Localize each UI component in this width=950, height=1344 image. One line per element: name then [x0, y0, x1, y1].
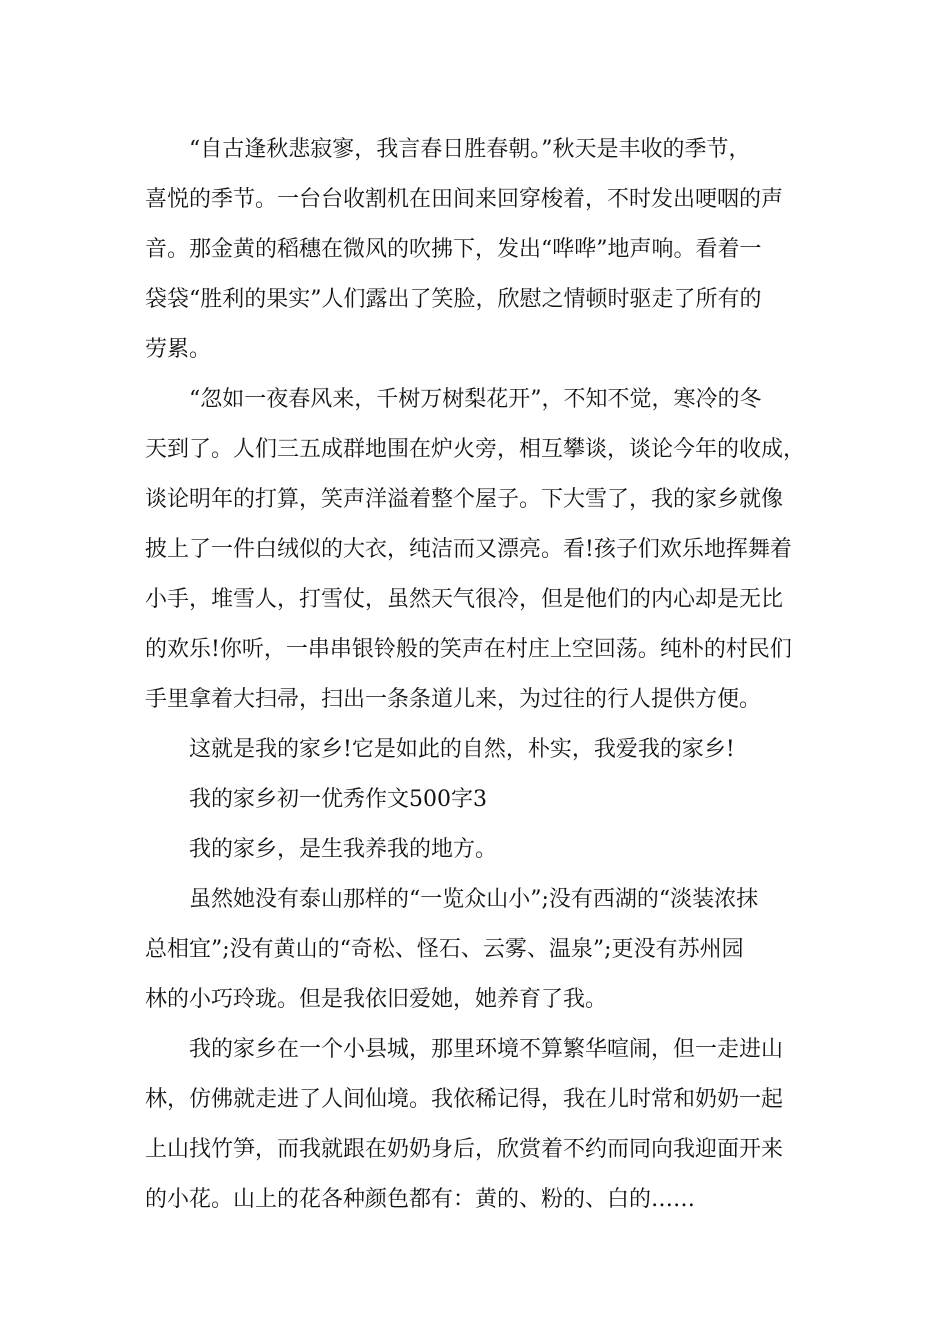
text-line: 的欢乐!你听，一串串银铃般的笑声在村庄上空回荡。纯朴的村民们 — [145, 637, 792, 662]
text-line: 我的家乡，是生我养我的地方。 — [145, 837, 498, 862]
text-line: 总相宜”;没有黄山的“奇松、怪石、云雾、温泉”;更没有苏州园 — [145, 937, 744, 962]
text-line: 上山找竹笋，而我就跟在奶奶身后，欣赏着不约而同向我迎面开来 — [145, 1137, 784, 1162]
text-line: 谈论明年的打算，笑声洋溢着整个屋子。下大雪了，我的家乡就像 — [145, 487, 784, 512]
text-line: 林的小巧玲珑。但是我依旧爱她，她养育了我。 — [145, 987, 608, 1012]
text-line: 手里拿着大扫帚，扫出一条条道儿来，为过往的行人提供方便。 — [145, 687, 762, 712]
text-line: “忽如一夜春风来，千树万树梨花开”，不知不觉，寒冷的冬 — [145, 387, 762, 412]
text-line: 天到了。人们三五成群地围在炉火旁，相互攀谈，谈论今年的收成， — [145, 437, 806, 462]
text-line: “自古逢秋悲寂寥，我言春日胜春朝。”秋天是丰收的季节， — [145, 137, 751, 162]
section-heading: 我的家乡初一优秀作文500字3 — [145, 787, 487, 812]
text-line: 喜悦的季节。一台台收割机在田间来回穿梭着，不时发出哽咽的声 — [145, 187, 784, 212]
text-line: 我的家乡在一个小县城，那里环境不算繁华喧闹，但一走进山 — [145, 1037, 784, 1062]
text-line: 林，仿佛就走进了人间仙境。我依稀记得，我在儿时常和奶奶一起 — [145, 1087, 784, 1112]
text-line: 音。那金黄的稻穗在微风的吹拂下，发出“哗哗”地声响。看着一 — [145, 237, 762, 262]
text-line: 劳累。 — [145, 337, 212, 362]
text-line: 披上了一件白绒似的大衣，纯洁而又漂亮。看!孩子们欢乐地挥舞着 — [145, 537, 792, 562]
text-line: 的小花。山上的花各种颜色都有：黄的、粉的、白的…… — [145, 1187, 696, 1212]
text-line: 袋袋“胜利的果实”人们露出了笑脸，欣慰之情顿时驱走了所有的 — [145, 287, 762, 312]
text-line: 小手，堆雪人，打雪仗，虽然天气很冷，但是他们的内心却是无比 — [145, 587, 784, 612]
text-line: 这就是我的家乡!它是如此的自然，朴实，我爱我的家乡! — [145, 737, 735, 762]
text-line: 虽然她没有泰山那样的“一览众山小”;没有西湖的“淡装浓抹 — [145, 887, 759, 912]
